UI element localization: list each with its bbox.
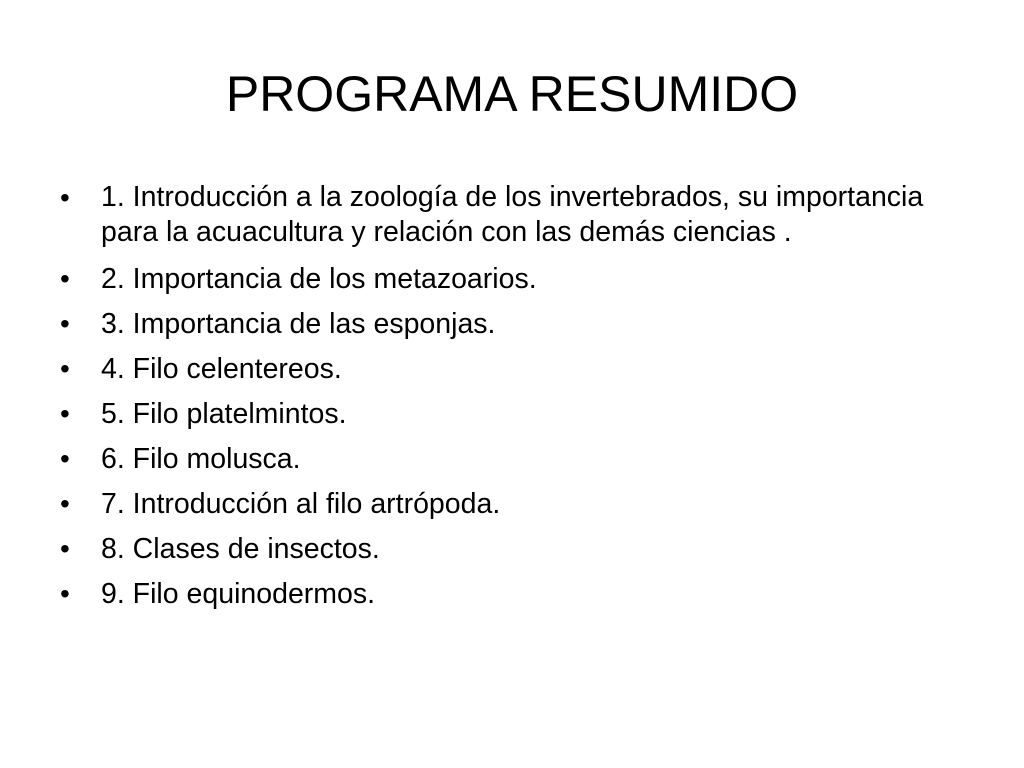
bullet-list xyxy=(60,180,950,621)
list-item-text: 3. Importancia de las esponjas. xyxy=(101,308,496,340)
bullet-icon: • xyxy=(60,182,70,213)
bullet-icon: • xyxy=(60,263,70,294)
list-item-text: 2. Importancia de los metazoarios. xyxy=(101,263,537,295)
bullet-icon: • xyxy=(60,578,70,609)
list-item-text: 6. Filo molusca. xyxy=(101,443,301,475)
list-item xyxy=(60,531,950,567)
list-item xyxy=(60,261,950,297)
list-item xyxy=(60,396,950,432)
bullet-icon: • xyxy=(60,488,70,519)
list-item xyxy=(60,351,950,387)
list-item xyxy=(60,576,950,612)
bullet-icon: • xyxy=(60,353,70,384)
slide-title: PROGRAMA RESUMIDO xyxy=(225,66,799,122)
list-item-text: 9. Filo equinodermos. xyxy=(101,578,376,610)
bullet-icon: • xyxy=(60,308,70,339)
list-item-text: 4. Filo celentereos. xyxy=(101,353,342,385)
list-item-text: 7. Introducción al filo artrópoda. xyxy=(101,488,501,520)
bullet-icon: • xyxy=(60,398,70,429)
list-item-text: 1. Introducción a la zoología de los invertebrados, su importancia para la acuacultura y relación con las demás ciencias . xyxy=(101,181,924,248)
list-item xyxy=(60,441,950,477)
list-item-text: 5. Filo platelmintos. xyxy=(101,398,347,430)
list-item xyxy=(60,180,950,250)
bullet-icon: • xyxy=(60,443,70,474)
list-item-text: 8. Clases de insectos. xyxy=(101,533,380,565)
list-item xyxy=(60,306,950,342)
list-item xyxy=(60,486,950,522)
bullet-icon: • xyxy=(60,533,70,564)
